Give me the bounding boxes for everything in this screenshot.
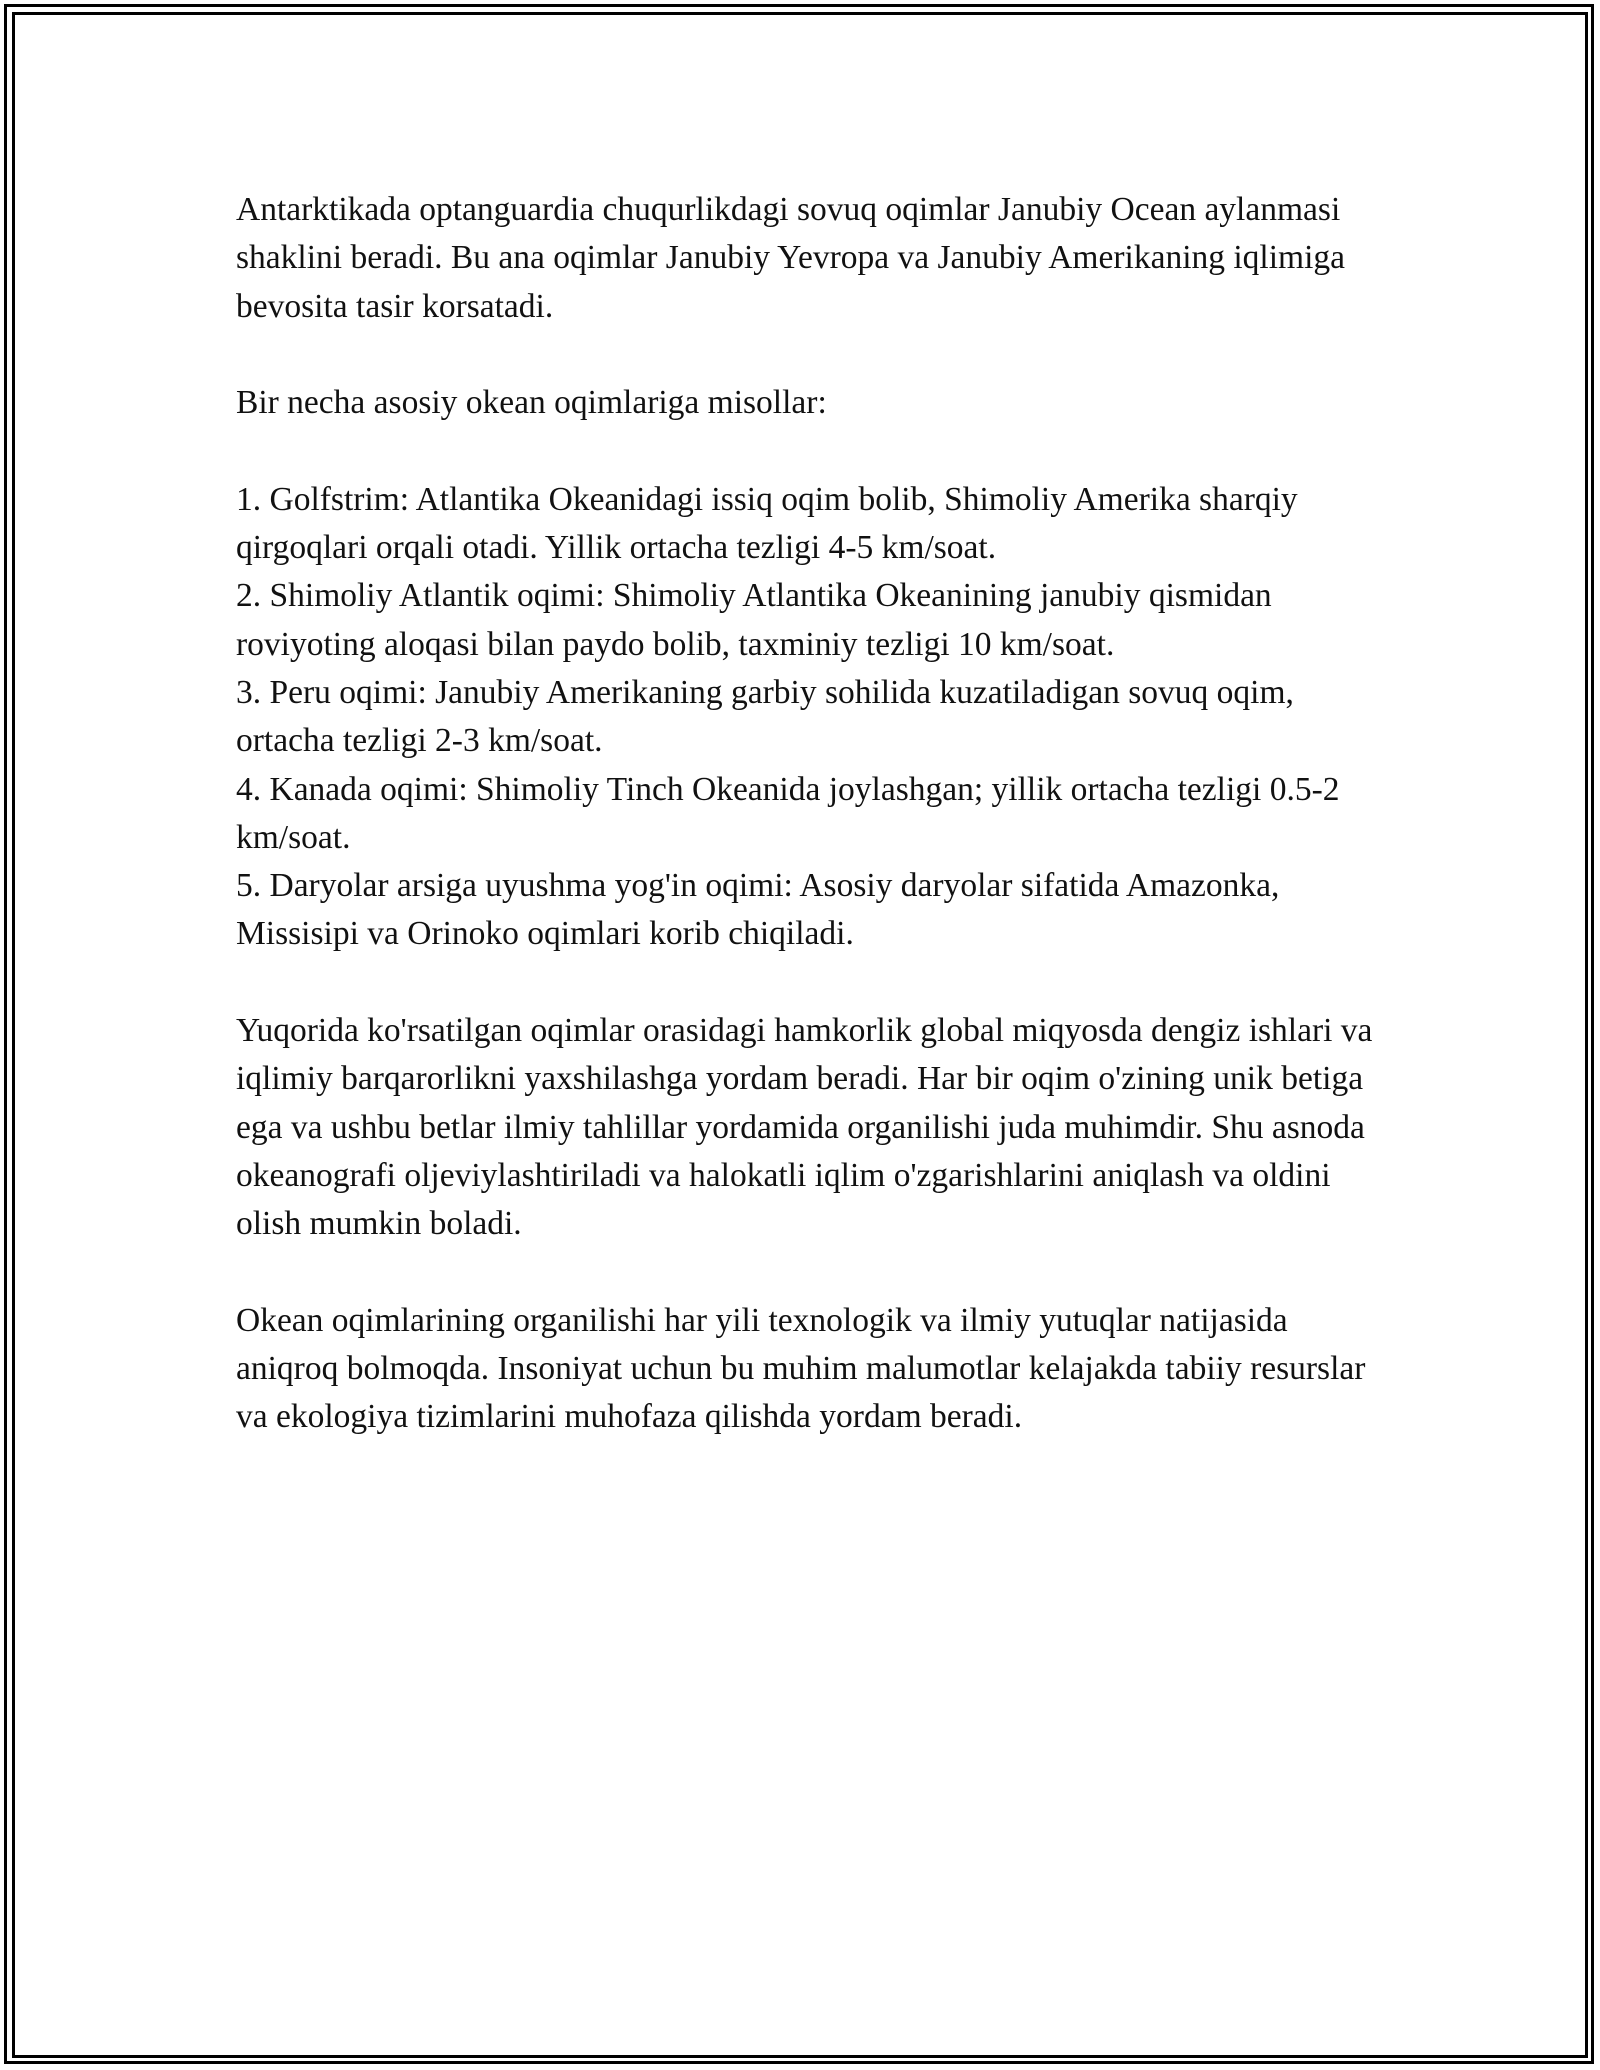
list-item: 2. Shimoliy Atlantik oqimi: Shimoliy Atlantika Okeanining janubiy qismidan roviyoting aloqasi bilan paydo bolib, taxminiy tezligi 10 km/soat. [236,577,1272,663]
ocean-currents-list [236,476,1386,959]
paragraph-intro: Antarktikada optanguardia chuqurlikdagi sovuq oqimlar Janubiy Ocean aylanmasi shaklini beradi. Bu ana oqimlar Janubiy Yevropa va Janubiy Amerikaning iqlimiga bevosita tasir korsatadi. [236,191,1346,325]
paragraph-conclusion: Okean oqimlarining organilishi har yili texnologik va ilmiy yutuqlar natijasida aniqroq bolmoqda. Insoniyat uchun bu muhim malumotlar kelajakda tabiiy resurslar va ekologiya tizimlarini muhofaza qilishda yordam beradi. [236,1301,1366,1436]
list-item: 5. Daryolar arsiga uyushma yog'in oqimi: Asosiy daryolar sifatida Amazonka, Missisipi va Orinoko oqimlari korib chiqiladi. [236,867,1280,953]
paragraph-cooperation: Yuqorida ko'rsatilgan oqimlar orasidagi hamkorlik global miqyosda dengiz ishlari va iqlimiy barqarorlikni yaxshilashga yordam beradi. Har bir oqim o'zining unik betiga ega va ushbu betlar ilmiy tahlillar yordamida organilishi juda muhimdir. Shu asnoda okeanografi oljeviylashtiriladi va halokatli iqlim o'zgarishlarini aniqlash va oldini olish mumkin boladi. [236,1012,1373,1243]
document-body [236,186,1386,1490]
list-heading: Bir necha asosiy okean oqimlariga misollar: [236,384,827,422]
list-item: 1. Golfstrim: Atlantika Okeanidagi issiq oqim bolib, Shimoliy Amerika sharqiy qirgoqlari orqali otadi. Yillik ortacha tezligi 4-5 km/soat. [236,480,1298,567]
list-item: 4. Kanada oqimi: Shimoliy Tinch Okeanida joylashgan; yillik ortacha tezligi 0.5-2 km/soat. [236,770,1340,856]
list-item: 3. Peru oqimi: Janubiy Amerikaning garbiy sohilida kuzatiladigan sovuq oqim, ortacha tezligi 2-3 km/soat. [236,673,1294,760]
